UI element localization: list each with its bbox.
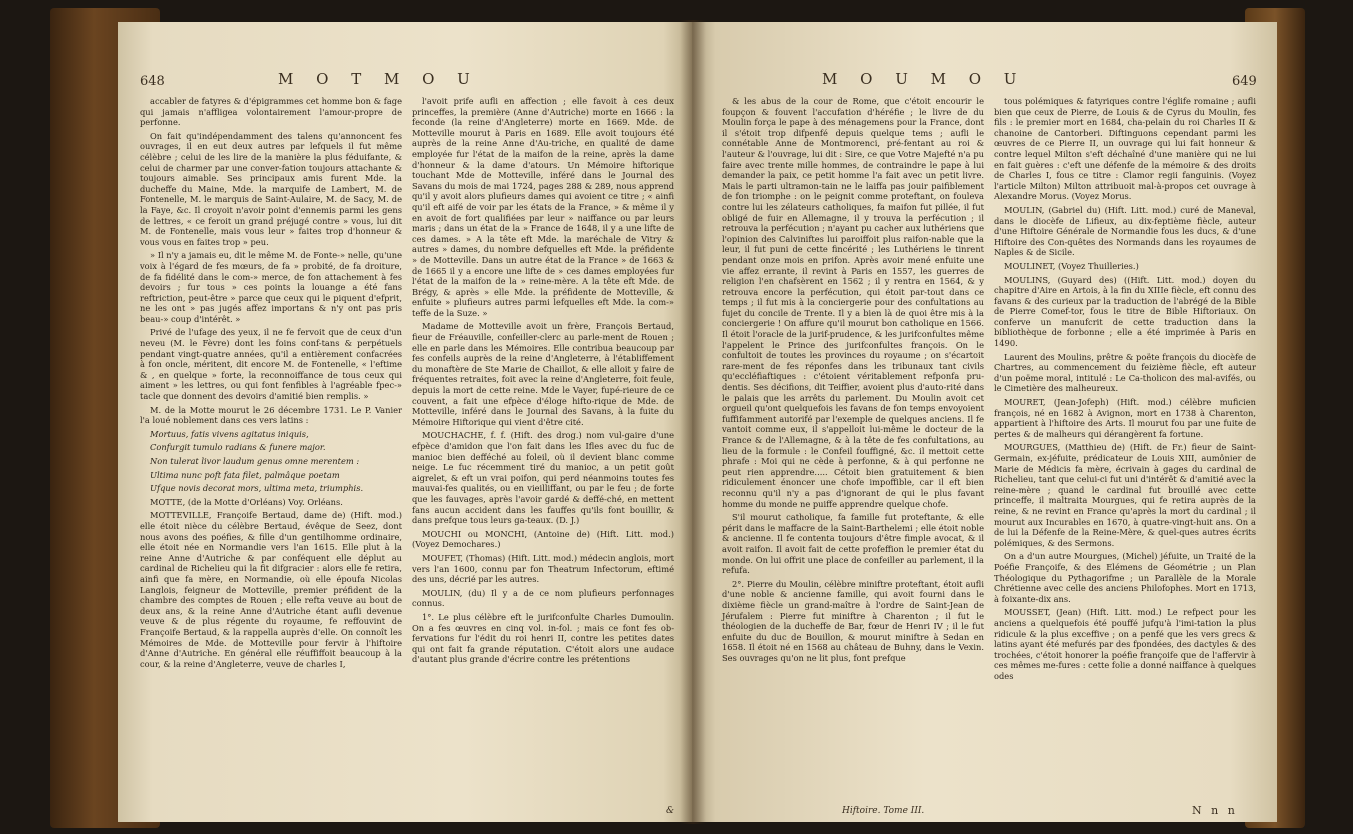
page-number-left: 648 [140,74,165,89]
footer-volume: Hiftoire. Tome III. [842,806,925,816]
left-column-2 [412,96,674,668]
paragraph: Laurent des Moulins, prêtre & poëte françois du diocèfe de Chartres, au commencement du feizième fiècle, eft auteur d'un poëme moral, intitulé : Le Ca-tholicon des mal-avifés, ou le Cimetière des malheureux. [994,351,1256,394]
running-head-left: M O T M O U [278,70,479,88]
right-page [692,22,1277,822]
paragraph: Privé de l'ufage des yeux, il ne fe fervoit que de ceux d'un neveu (M. le Fèvre) dont les foins conf-tans & perpétuels pendant vingt-quatre années, qu'il a entièrement confacrées à fon oncle, méritent, dit encore M. de Fontenelle, « l'eftime & , en quelque » forte, la reconnoiffance de tous ceux qui aiment » les lettres, ou qui font fenfibles à l'agréable fpec-» tacle que donnent des devoirs d'amitié bien remplis. » [140,327,402,402]
right-column-2 [994,96,1256,684]
entry-mourgues: MOURGUES, (Matthieu de) (Hift. de Fr.) fieur de Saint-Germain, ex-jéfuite, prédicateur de Louis XIII, aumônier de Marie de Médicis fa mère, écrivain à gages du cardinal de Richelieu, tant que celui-ci fut uni d'intérêt & d'amitié avec la reine-mère ; quand le cardinal fut brouillé avec cette princeffe, il maltraita Mourgues, qui fe retira auprès de la reine, & ne revint en France qu'après la mort du cardinal ; il mourut aux Incurables en 1670, à quatre-vingt-huit ans. On a de lui la Défenfe de la Reine-Mère, & quel-ques autres écrits polémiques, & des Sermons. [994,442,1256,548]
paragraph: 1°. Le plus célèbre eft le jurifconfulte Charles Dumoulin. On a fes œuvres en cinq vol. in-fol. ; mais ce font fes ob-fervations fur l'édit du roi henri II, contre les petites dates qui ont fait fa grande réputation. C'étoit alors une audace d'autant plus grande d'écrire contre les prétentions [412,611,674,665]
paragraph: 2°. Pierre du Moulin, célèbre miniftre proteftant, étoit aufli d'une noble & ancienne famille, qui avoit fourni dans le dixième fiècle un grand-maître à l'ordre de Saint-Jean de Jérufalem : Pierre fut miniftre à Charenton ; il fut le théologien de la ducheffe de Bar, fœur de Henri IV ; il le fut enfuite du duc de Bouillon, & mourut miniftre à Sedan en 1658. Il étoit né en 1568 au château de Buhny, dans le Vexin. Ses ouvrages qu'on ne lit plus, font prefque [722,578,984,663]
entry-motteville: MOTTEVILLE, Françoife Bertaud, dame de) (Hift. mod.) elle étoit nièce du célèbre Bertaud, évêque de Seez, dont nous avons des poéfies, & fille d'un gentilhomme ordinaire, elle étoit née en Normandie vers l'an 1615. Elle plut à la reine Anne d'Autriche & par conféquent elle déplut au cardinal de Richelieu qui la fit difgracier : alors elle fe retira, ainfi que fa mère, en Normandie, où elle époufa Nicolas Langlois, feigneur de Motteville, premier préfident de la chambre des comptes de Rouen ; elle refta veuve au bout de deux ans, & la reine Anne d'Autriche étant aufli devenue veuve & de plus régente du royaume, fe reffouvint de Françoife Bertaud, & la rappella auprès d'elle. On connoît les Mémoires de Mde. de Motteville pour fervir à l'hiftoire d'Anne d'Autriche. En général elle réuffiffoit beaucoup à la cour, & la reine d'Angleterre, veuve de charles I, [140,510,402,669]
paragraph: accabler de fatyres & d'épigrammes cet homme bon & fage qui jamais n'affligea volontairement l'amour-propre de perfonne. [140,96,402,128]
entry-moulins: MOULINS, (Guyard des) ((Hift. Litt. mod.) doyen du chapitre d'Aire en Artois, à la fin du XIIIe fiècle, eft connu des favans & des curieux par la traduction de l'abrégé de la Bible de Pierre Comef-tor, fous le titre de Bible Hiftoriaux. On conferve un manufcrit de cette traduction dans la bibliothèque de forbonne ; elle a été imprimée à Paris en 1490. [994,274,1256,349]
entry-moulin: MOULIN, (du) Il y a de ce nom plufieurs perfonnages connus. [412,587,674,609]
verse-line: Confurgit tumulo radians & funere major. [150,442,326,453]
entry-mouret: MOURET, (Jean-Jofeph) (Hift. mod.) célèbre muficien françois, né en 1682 à Avignon, mort en 1738 à Charenton, appartient à l'hiftoire des Arts. Il mourut fou par une fuite de pertes & de malheurs qui dérangèrent fa fortune. [994,397,1256,439]
verse-line: Non tulerat livor laudum genus omne merentem : [150,456,360,466]
left-page [118,22,692,822]
entry-motte: MOTTE, (de la Motte d'Orléans) Voy. Orléans. [150,496,343,507]
verse-line: Ufque novis decorat mors, ultima meta, triumphis. [150,483,364,494]
entry-mousset: MOUSSET, (Jean) (Hift. Litt. mod.) Le refpect pour les anciens a quelquefois été pouffé jufqu'à l'imi-tation la plus ridicule & la plus exceffive ; on a penfé que les vers grecs & latins ayant été mefurés par des fpondées, des dactyles & des trochées, c'étoit honorer la poéfie françoife que de l'affervir à ces mêmes me-fures : cette folie a donné naiffance à quelques odes [994,607,1256,681]
paragraph: l'avoit prife aufli en affection ; elle favoit à ces deux princeffes, la première (Anne d'Autriche) morte en 1666 : la feconde (la reine d'Angleterre) morte en 1669. Mde. de Motteville mourut à Paris en 1689. Elle avoit toujours été auprès de la reine Anne d'Au-triche, en qualité de dame employée fur l'état de la maifon de la reine, après la dame d'honneur & la dame d'atours. Un Mémoire hiftorique touchant Mde de Motteville, inféré dans le Journal des Savans du mois de mai 1724, pages 288 & 289, nous apprend qu'il y avoit alors plufieurs dames qui avoient ce titre ; « ainfi qu'il eft aifé de voir par les états de la France, » & même il y en avoit de fort qualifiées par leur » naiffance ou par leurs maris ; dans un état de la » France de 1648, il y a une lifte de ces dames. » A la tête eft Mde. la maréchale de Vitry & autres » dames, du nombre defquelles eft Mde. la préfidente » de Motteville. Dans un autre état de la France » de 1663 & de 1665 il y a encore une lifte de » ces dames employées fur l'état de la maifon de la » reine-mère. A la tête eft Mde. de Brégy, & après » elle Mde. la préfidente de Motteville, & enfuite » plufieurs autres parmi lefquelles eft Mde. la com-» teffe de la Suze. » [412,96,674,318]
paragraph: On fait qu'indépendamment des talens qu'annoncent fes ouvrages, il en eut deux autres par lefquels il fut même célèbre ; celui de les lire de la manière la plus féduifante, & celui de charmer par une conver-fation toujours attachante & toujours aimable. Ses principaux amis furent Mde. la ducheffe du Maine, Mde. la marquife de Lambert, M. de Fontenelle, M. le marquis de Saint-Aulaire, M. de Sacy, M. de la Faye, &c. Il croyoit n'avoir point d'ennemis parmi les gens de lettres, « ce feroit un grand préjugé contre » vous, lui dit M. de Fontenelle, mais vous leur » faites trop d'honneur & vous vous en faites trop » peu. [140,130,402,247]
paragraph: » Il n'y a jamais eu, dit le même M. de Fonte-» nelle, qu'une voix à l'égard de fes mœurs, de fa » probité, de fa droiture, de fa fidélité dans le com-» merce, de fon attachement à fes devoirs ; fur tous » ces points la louange a été fans reftriction, peut-être » parce que ceux qui le piquent d'efprit, ne les ont » pas jugés affez importans & n'y ont pas pris beau-» coup d'intérêt. » [140,250,402,324]
left-column-1 [140,96,402,672]
verse-line: Ultima nunc poft fata filet, palmâque poetam [150,469,340,480]
entry-mouchi: MOUCHI ou MONCHI, (Antoine de) (Hift. Litt. mod.) (Voyez Demochares.) [412,528,674,550]
entry-mouchache: MOUCHACHE, f. f. (Hift. des drog.) nom vul-gaire d'une efpèce d'amidon que l'on fait dans les Ifles avec du fuc de manioc bien defféché au foleil, où il devient blanc comme neige. Le fuc récemment tiré du manioc, a un petit goût aigrelet, & eft un vrai poifon, qui perd néanmoins toutes fes mauvai-fes qualités, ou en vieilliffant, ou par le feu ; de forte que les fauvages, après l'avoir gardé & deffé-ché, en mettent fans aucun accident dans les fauffes qu'ils font bouillir, & dans prefque tous leurs ga-teaux. (D. J.) [412,430,674,526]
right-column-1 [722,96,984,666]
paragraph: tous polémiques & fatyriques contre l'églife romaine ; aufli bien que ceux de Pierre, de Louis & de Cyrus du Moulin, fes fils : le premier mort en 1684, cha-pelain du roi Charles II & chanoine de Cantorberi. Diftinguons cependant parmi les œuvres de ce Pierre II, un ouvrage qui lui fait honneur & contre lequel Milton s'eft déchaîné d'une manière qui ne lui en fait guères : c'eft une défenfe de la mémoire & des droits de Charles I, fous ce titre : Clamor regii fanguinis. (Voyez l'article Milton) Milton attribuoit mal-à-propos cet ouvrage à Alexandre Morus. (Voyez Morus. [994,96,1256,202]
paragraph: S'il mourut catholique, fa famille fut proteftante, & elle périt dans le maffacre de la Saint-Barthelemi ; elle étoit noble & ancienne. Il fe contenta toujours d'être fimple avocat, & il avoit raifon. Il avoit fait de cette profeffion le premier état du monde. On lui offrit une place de confeiller au parlement, il la refufa. [722,512,984,576]
paragraph: & les abus de la cour de Rome, que c'étoit encourir le foupçon & fouvent l'accufation d'héréfie ; le livre de du Moulin força le pape à des ménagemens pour la France, dont il s'étoit trop difpenfé depuis quelque tems ; aufli le connétable Anne de Montmorenci, pré-fentant au roi & l'auteur & l'ouvrage, lui dit : Sire, ce que Votre Majefté n'a pu faire avec trente mille hommes, de contraindre le pape à lui demander la paix, ce petit homme l'a fait avec un petit livre. Mais le parti ultramon-tain ne le laiffa pas jouir paifiblement de fon triomphe : on le peignit comme proteftant, on fouleva contre lui les zélateurs catholiques, fa maifon fut pillée, il fut obligé de fuir en Allemagne, il y trouva la perfécution ; il retrouva la perfécution ; n'ayant pu cacher aux luthériens que l'opinion des Calviniftes lui paroiffoit plus raifon-nable que la leur, il fut puni de cette fincérité ; les Luthériens le tinrent pendant onze mois en prifon. Après avoir mené enfuite une vie affez errante, il revint à Paris en 1557, les guerres de religion l'en chafsèrent en 1562 ; il y rentra en 1564, & y retrouva encore la perfécution, qui étoit par-tout dans ce temps ; il fut mis à la conciergerie pour des confultations au fujet du concile de Trente. Il y a bien là de quoi être mis à la conciergerie ! On affure qu'il mourut bon catholique en 1566. Il étoit l'oracle de la jurif-prudence, & les jurifconfultes même l'appelent le Prince des jurifconfultes françois. On le confultoit de toutes les provinces du royaume ; on s'écartoit rare-ment de fes réponfes dans les tribunaux tant civils qu'eccléfiaftiques : c'étoient véritablement refponfa pru-dentis. Ses décifions, dit Teiffier, avoient plus d'auto-rité dans le palais que les arrêts du parlement. Du Moulin avoit cet orgueil qu'ont quelquefois les favans de fon temps envoyoient fuffifamment autorifé par l'exemple de quelques anciens. Il fe vantoit comme eux, il s'appelloit lui-même le docteur de la France & de l'Allemagne, & à la tête de fes confultations, au lieu de la formule : le Confeil fouffigné, &c. il mettoit cette phrafe : Moi qui ne cède à perfonne, & à qui perfonne ne peut rien apprendre..... Cétoit bien gratuitement & bien ridiculement énoncer une chofe impoffible, car il eft bien reconnu qu'il n'y a pas d'ignorant de qui le plus favant homme du monde ne puiffe apprendre quelque chofe. [722,96,985,509]
running-head-right: M O U M O U [822,70,1026,88]
catchword: & [666,806,675,816]
entry-moulinet: MOULINET, (Voyez Thuilleries.) [1004,260,1139,271]
entry-moufet: MOUFET, (Thomas) (Hift. Litt. mod.) médecin anglois, mort vers l'an 1600, connu par fon Theatrum Infectorum, eftimé des uns, décrié par les autres. [412,552,674,585]
paragraph: Madame de Motteville avoit un frère, François Bertaud, fieur de Fréauville, confeiller-clerc au parle-ment de Rouen ; elle en parle dans les Mémoires. Elle contribua beaucoup par fes confeils auprès de la reine d'Angleterre, à l'établiffement du monaftère de Ste Marie de Chaillot, & elle alloit y faire de fréquentes retraites, foit avec la reine d'Angleterre, foit feule, depuis la mort de cette reine. Mde le Vayer, fupé-rieure de ce couvent, a fait une efpèce d'éloge hifto-rique de Mde. de Motteville, inféré dans le Journal des Savans, à la fuite du Mémoire Hiftorique qui vient d'être cité. [412,321,674,427]
signature-mark: N n n [1192,804,1238,817]
paragraph: On a d'un autre Mourgues, (Michel) jéfuite, un Traité de la Poéfie Françoife, & des Elémens de Géométrie ; un Plan Théologique du Pythagorifme ; un Parallèle de la Morale Chrétienne avec celle des anciens Philofophes. Mort en 1713, à foixante-dix ans. [994,551,1256,604]
paragraph: M. de la Motte mourut le 26 décembre 1731. Le P. Vanier l'a loué noblement dans ces vers latins : [140,404,402,426]
page-number-right: 649 [1232,74,1257,89]
verse-line: Mortuus, fatis vivens agitatus iniquis, [150,428,309,439]
entry-moulin-gabriel: MOULIN, (Gabriel du) (Hift. Litt. mod.) curé de Maneval, dans le diocèfe de Lifieux, au dix-feptième fiècle, auteur d'une Hiftoire Générale de Normandie fous les ducs, & d'une Hiftoire des Con-quêtes des Normands dans les royaumes de Naples & de Sicile. [994,204,1256,258]
